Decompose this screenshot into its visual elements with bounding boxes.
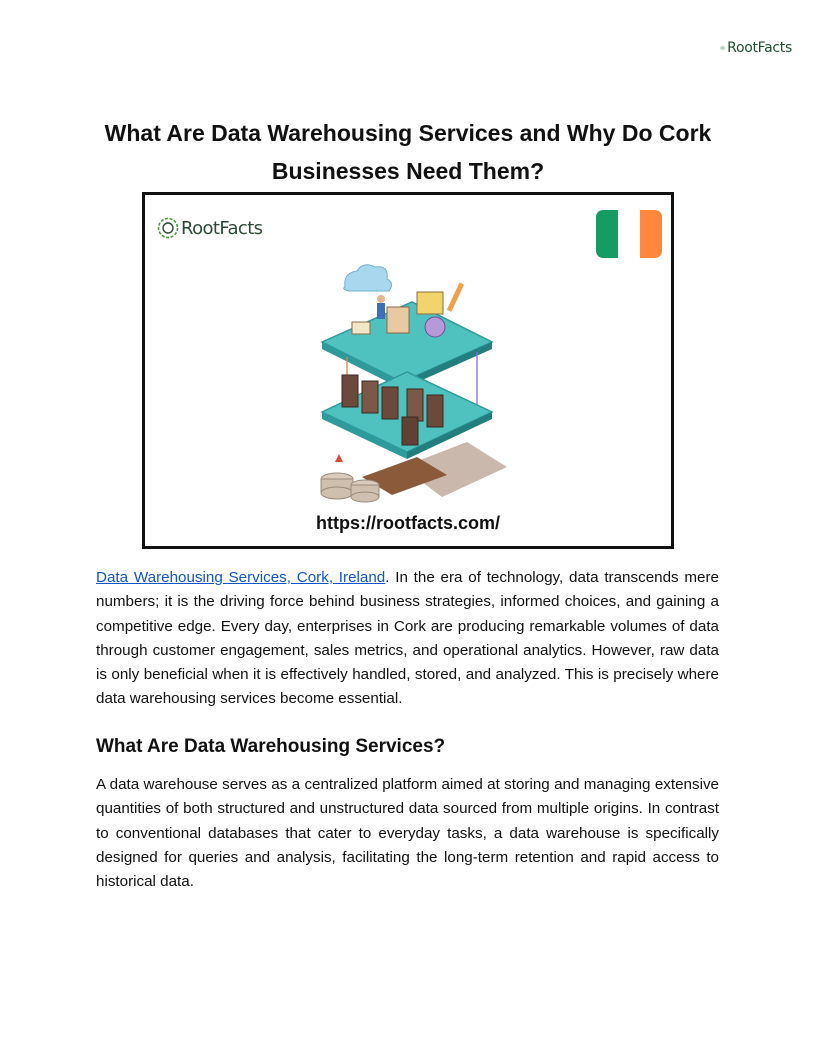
page-title: What Are Data Warehousing Services and Why Do Cork Businesses Need Them? [104, 120, 712, 184]
banner-logo-text: RootFacts [181, 217, 263, 239]
section-heading: What Are Data Warehousing Services? [96, 736, 446, 757]
intro-text: . In the era of technology, data transcends mere numbers; it is the driving force behind business strategies, informed choices, and gaining a competitive edge. Every day, enterprises in Cork are producing remarkable volumes of data through customer engagement, sales metrics, and operational analytics. However, raw data is only beneficial when it is effectively handled, stored, and analyzed. This is precisely where data warehousing services become essential. [96, 569, 719, 708]
banner-logo [157, 217, 262, 239]
flag-stripe-orange [640, 210, 662, 258]
ireland-flag-icon [596, 210, 662, 258]
flag-stripe-green [596, 210, 618, 258]
header-logo-text: RootFacts [727, 40, 792, 56]
header-logo [720, 37, 792, 59]
banner-url: https://rootfacts.com/ [315, 513, 500, 533]
banner-image [142, 192, 674, 549]
flag-stripe-white [618, 210, 640, 258]
rootfacts-mark-icon [157, 217, 179, 239]
section-paragraph: A data warehouse serves as a centralized platform aimed at storing and managing extensive quantities of both structured and unstructured data sourced from multiple origins. In contrast to conventional databases that cater to everyday tasks, a data warehouse is specifically designed for queries and analysis, facilitating the long-term retention and rapid access to historical data. [96, 776, 719, 891]
rootfacts-mark-icon [720, 41, 725, 55]
intro-link[interactable]: Data Warehousing Services, Cork, Ireland [96, 569, 386, 586]
intro-paragraph [96, 566, 719, 712]
data-warehouse-illustration [307, 257, 517, 507]
